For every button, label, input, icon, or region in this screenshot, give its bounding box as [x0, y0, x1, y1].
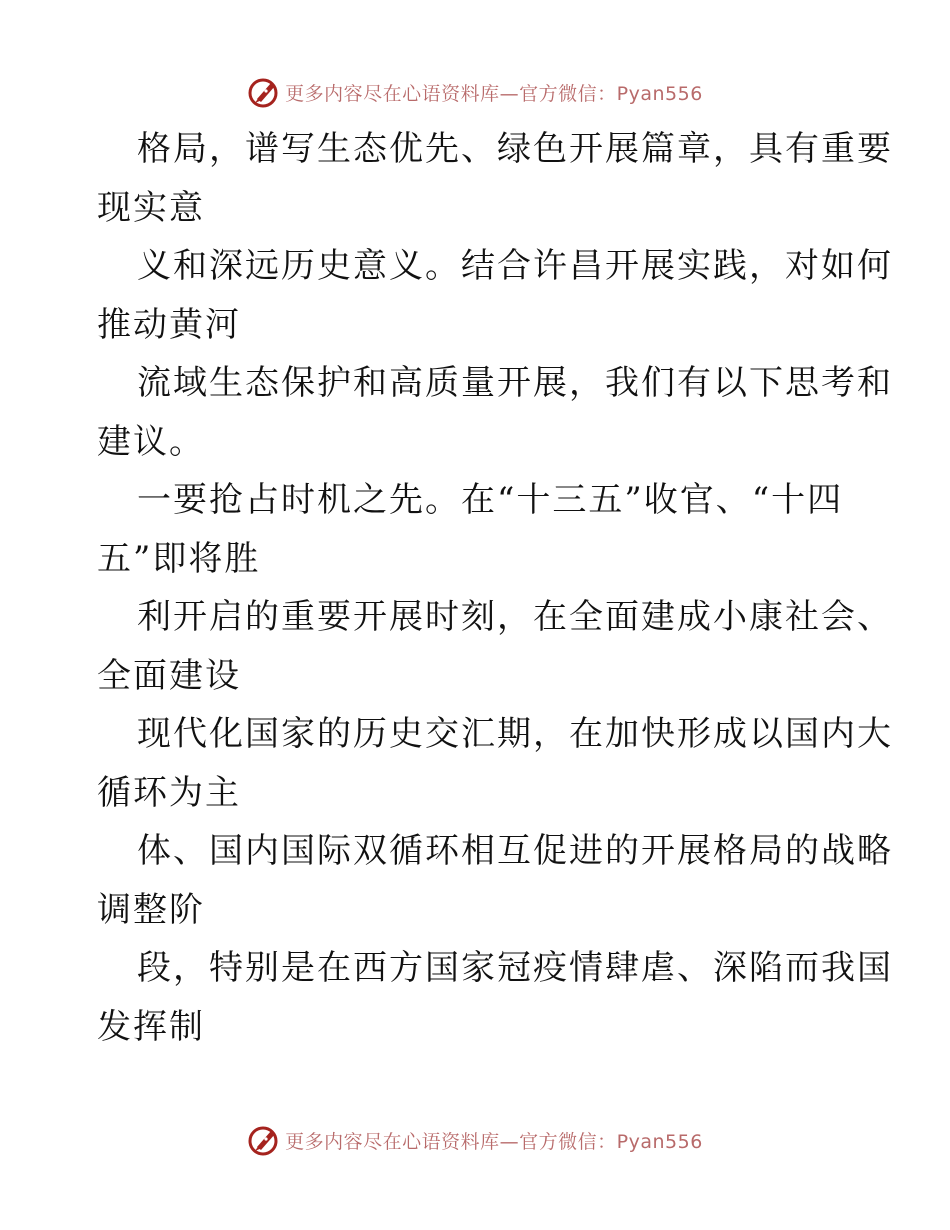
text-line: 调整阶	[97, 889, 205, 930]
text-line: 段，特别是在西方国家冠疫情肆虐、深陷而我国	[137, 948, 893, 988]
pen-nib-circle-icon	[247, 1123, 281, 1157]
text-line: 义和深远历史意义。结合许昌开展实践，对如何	[137, 246, 893, 286]
banner-text: 更多内容尽在心语资料库—官方微信：Pyan556	[285, 1130, 703, 1153]
text-line: 流域生态保护和高质量开展，我们有以下思考和	[137, 363, 893, 403]
text-line: 一要抢占时机之先。在“十三五”收官、“十四	[137, 480, 844, 520]
header-banner	[0, 72, 950, 112]
text-line: 现代化国家的历史交汇期，在加快形成以国内大	[137, 714, 893, 754]
text-line: 推动黄河	[97, 304, 241, 345]
text-line: 体、国内国际双循环相互促进的开展格局的战略	[137, 831, 893, 871]
text-line: 建议。	[97, 421, 205, 462]
text-line: 五”即将胜	[97, 538, 261, 579]
text-line: 循环为主	[97, 772, 241, 813]
banner-text: 更多内容尽在心语资料库—官方微信：Pyan556	[285, 82, 703, 105]
text-line: 发挥制	[97, 1006, 205, 1047]
text-line: 利开启的重要开展时刻，在全面建成小康社会、	[137, 597, 893, 637]
document-body	[97, 120, 893, 1056]
text-line: 现实意	[97, 187, 205, 228]
text-line: 全面建设	[97, 655, 241, 696]
pen-nib-circle-icon	[247, 75, 281, 109]
text-line: 格局，谱写生态优先、绿色开展篇章，具有重要	[137, 129, 893, 169]
footer-banner	[0, 1120, 950, 1160]
